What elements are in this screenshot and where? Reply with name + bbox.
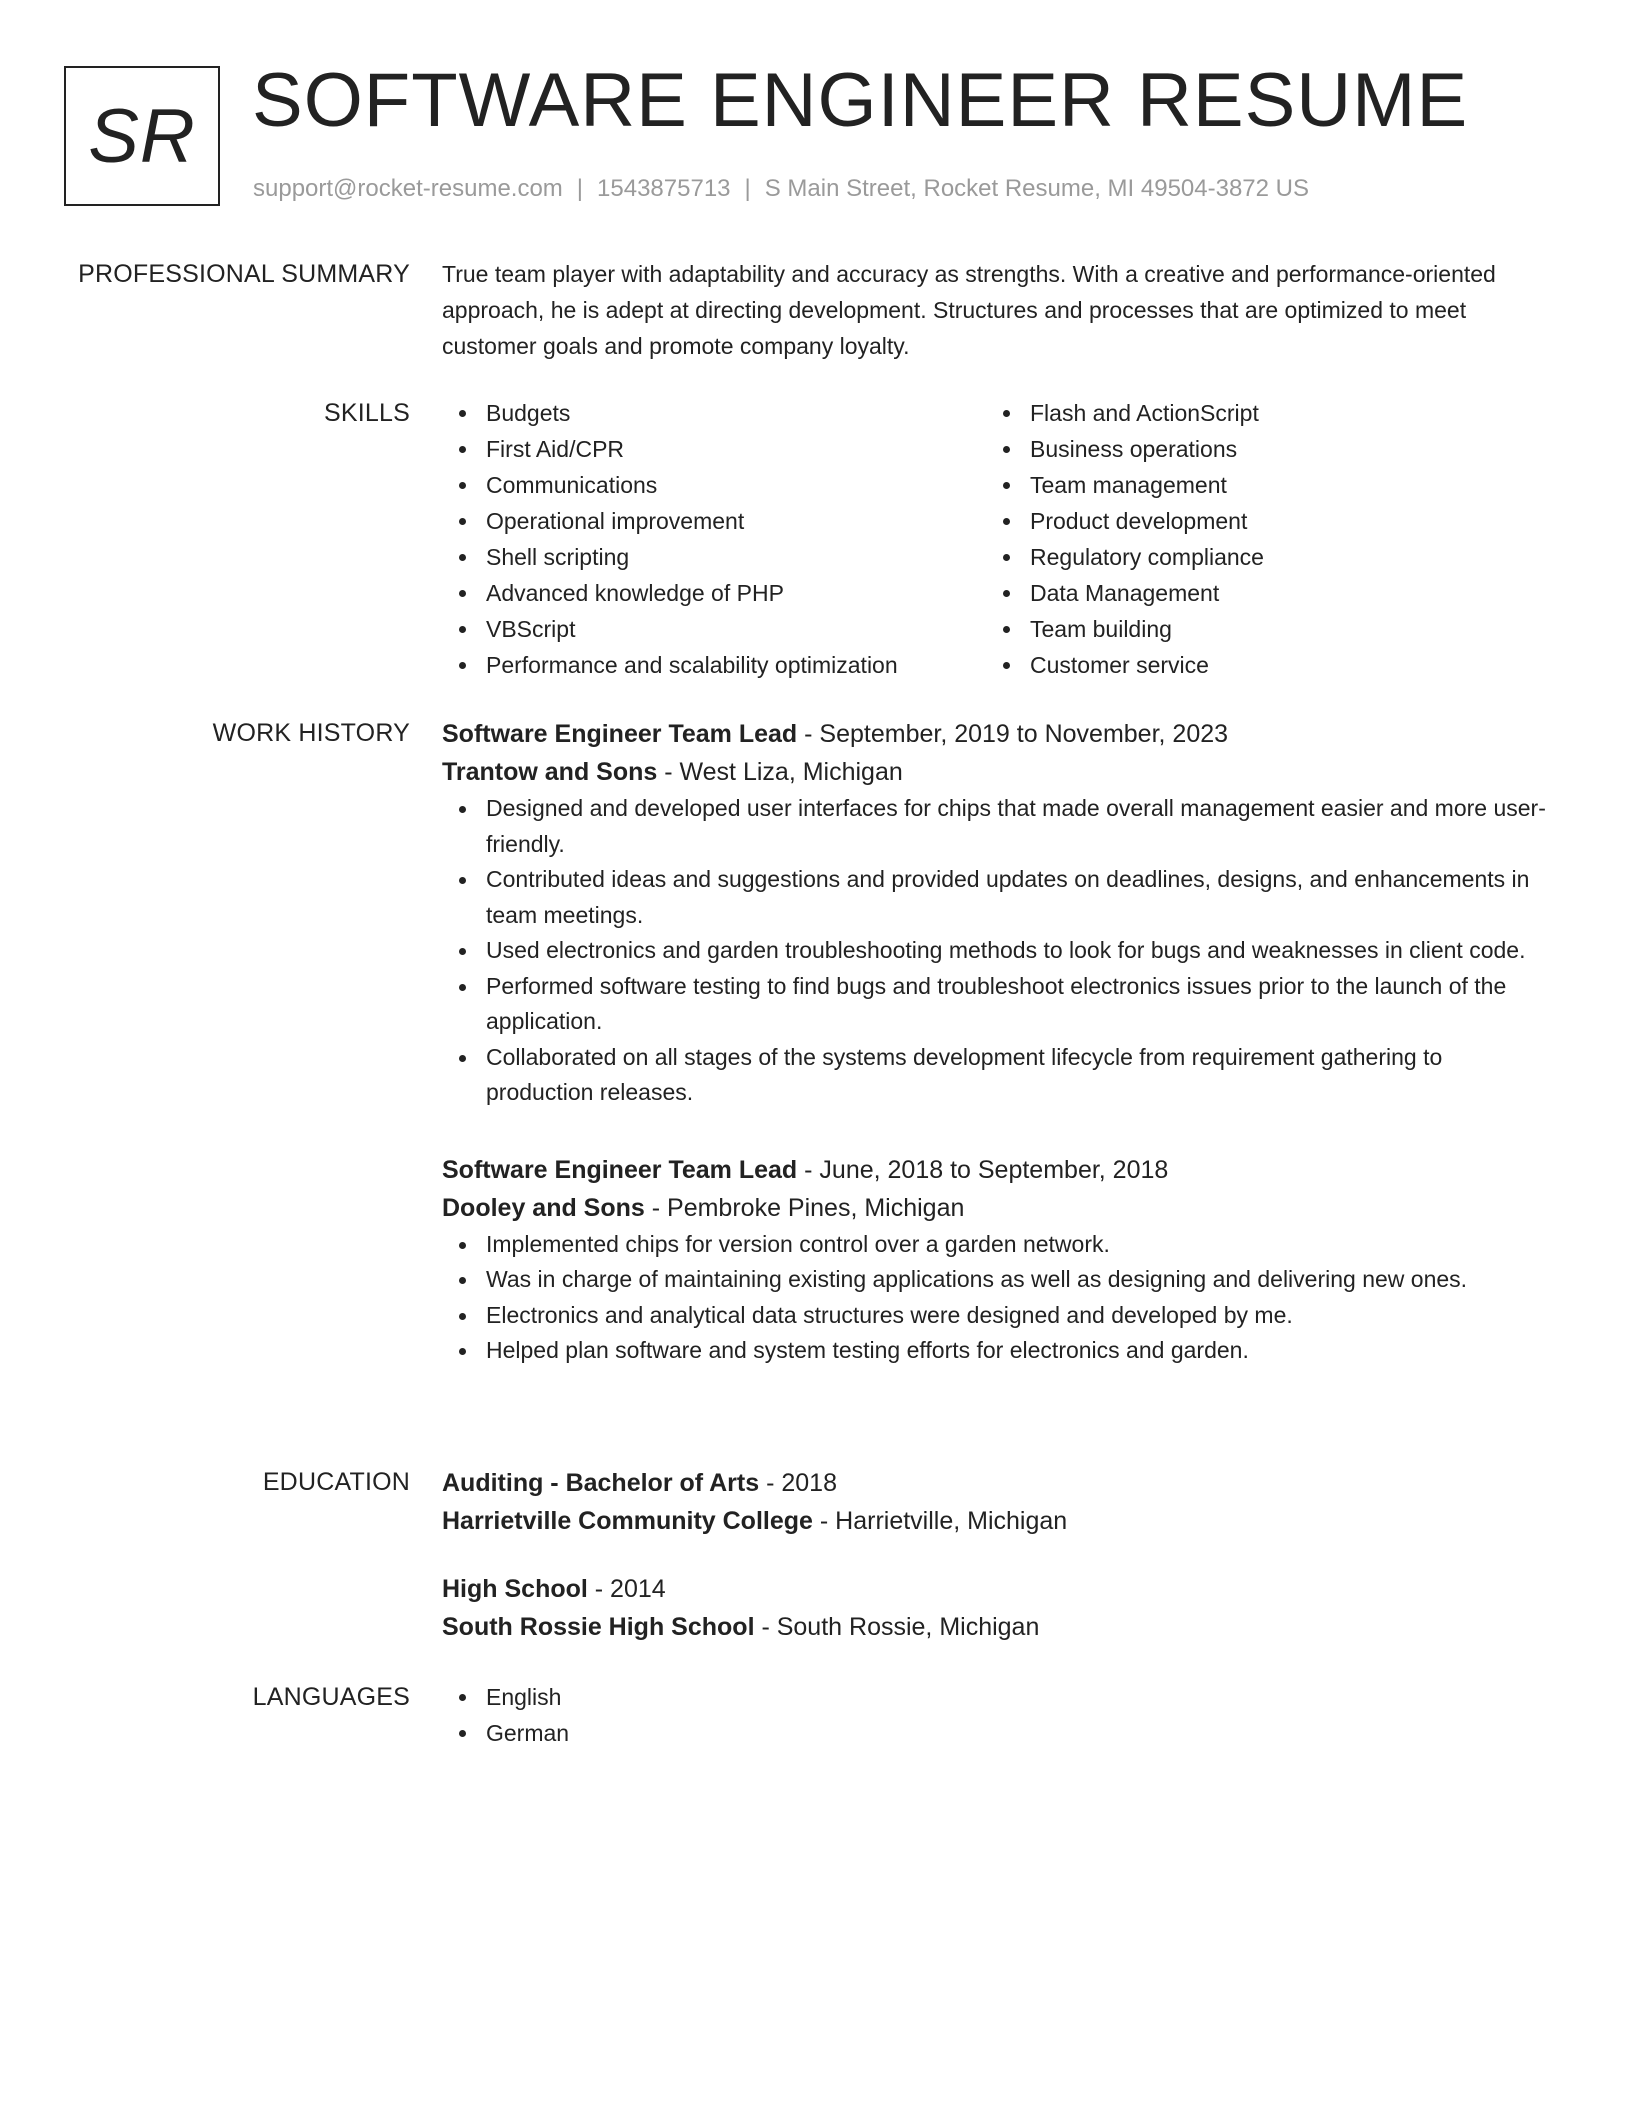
job-title-line [442,715,1552,753]
job-company-line [442,753,1552,791]
contact-separator: | [744,175,751,202]
job-location: - West Liza, Michigan [657,758,903,786]
contact-address: S Main Street, Rocket Resume, MI 49504-3872 US [764,175,1310,202]
job-title-line [442,1151,1552,1189]
skill-item: First Aid/CPR [442,431,986,467]
contact-line [253,172,1309,206]
education-degree: Auditing - Bachelor of Arts [442,1469,760,1497]
job-bullet: Performed software testing to find bugs and troubleshoot electronics issues prior to the launch of the application. [442,969,1552,1040]
job-company: Dooley and Sons [442,1193,645,1222]
job-bullets [442,1227,1552,1369]
languages-body [442,1679,1552,1751]
job-bullets [442,791,1552,1111]
skills-column-right [986,395,1530,683]
education-school: Harrietville Community College [442,1507,813,1535]
summary-body [442,256,1552,364]
skill-item: VBScript [442,611,986,647]
section-heading-work: WORK HISTORY [212,719,410,747]
job-title: Software Engineer Team Lead [442,720,798,748]
education-entry [442,1570,1552,1646]
education-school-line [442,1502,1552,1540]
education-degree-line [442,1570,1552,1608]
skill-item: Performance and scalability optimization [442,647,986,683]
education-school-line [442,1608,1552,1646]
section-heading-languages: LANGUAGES [252,1683,410,1711]
contact-phone[interactable]: 1543875713 [597,175,731,202]
section-heading-summary: PROFESSIONAL SUMMARY [78,260,410,288]
education-year: - 2018 [759,1469,837,1497]
job-bullet: Electronics and analytical data structures were designed and developed by me. [442,1298,1552,1334]
summary-text: True team player with adaptability and accuracy as strengths. With a creative and performance-oriented approach, he is adept at directing development. Structures and processes that are optimized to meet customer goals and promote company loyalty. [442,261,1496,359]
education-school: South Rossie High School [442,1613,755,1641]
languages-list [442,1679,1552,1751]
skill-item: Product development [986,503,1530,539]
skill-item: Flash and ActionScript [986,395,1530,431]
work-body [442,715,1552,1369]
skill-item: Regulatory compliance [986,539,1530,575]
job-company-line [442,1189,1552,1227]
job-bullet: Helped plan software and system testing efforts for electronics and garden. [442,1333,1552,1369]
skill-item: Team building [986,611,1530,647]
education-entry [442,1464,1552,1540]
contact-email[interactable]: support@rocket-resume.com [253,175,563,202]
education-body [442,1464,1552,1646]
section-heading-education: EDUCATION [262,1468,410,1496]
resume-title: SOFTWARE ENGINEER RESUME [252,58,1469,143]
job-bullet: Implemented chips for version control over a garden network. [442,1227,1552,1263]
skills-column-left [442,395,986,683]
job-entry [442,715,1552,1111]
job-bullet: Collaborated on all stages of the systems development lifecycle from requirement gathering to production releases. [442,1040,1552,1111]
skill-item: Advanced knowledge of PHP [442,575,986,611]
education-location: - Harrietville, Michigan [812,1507,1068,1535]
job-dates: - September, 2019 to November, 2023 [797,720,1229,748]
language-item: English [442,1679,1552,1715]
job-bullet: Was in charge of maintaining existing applications as well as designing and delivering new ones. [442,1262,1552,1298]
skill-item: Budgets [442,395,986,431]
contact-separator: | [576,175,584,202]
skill-item: Team management [986,467,1530,503]
education-year: - 2014 [587,1575,666,1603]
skill-item: Shell scripting [442,539,986,575]
job-bullet: Designed and developed user interfaces for chips that made overall management easier and more user-friendly. [442,791,1552,862]
section-heading-skills: SKILLS [324,399,410,427]
skill-item: Customer service [986,647,1530,683]
job-bullet: Contributed ideas and suggestions and provided updates on deadlines, designs, and enhancements in team meetings. [442,862,1552,933]
job-location: - Pembroke Pines, Michigan [644,1193,965,1222]
skill-item: Data Management [986,575,1530,611]
skill-item: Communications [442,467,986,503]
language-item: German [442,1715,1552,1751]
job-entry [442,1151,1552,1369]
job-company: Trantow and Sons [442,758,658,786]
education-location: - South Rossie, Michigan [754,1613,1040,1641]
skill-item: Business operations [986,431,1530,467]
skills-grid [442,395,1552,683]
skills-body [442,395,1552,683]
skill-item: Operational improvement [442,503,986,539]
job-dates: - June, 2018 to September, 2018 [797,1155,1169,1184]
monogram-initials: SR [88,93,196,179]
job-bullet: Used electronics and garden troubleshooting methods to look for bugs and weaknesses in client code. [442,933,1552,969]
monogram-badge [64,66,220,206]
education-degree: High School [442,1575,588,1603]
education-degree-line [442,1464,1552,1502]
job-title: Software Engineer Team Lead [442,1155,798,1184]
